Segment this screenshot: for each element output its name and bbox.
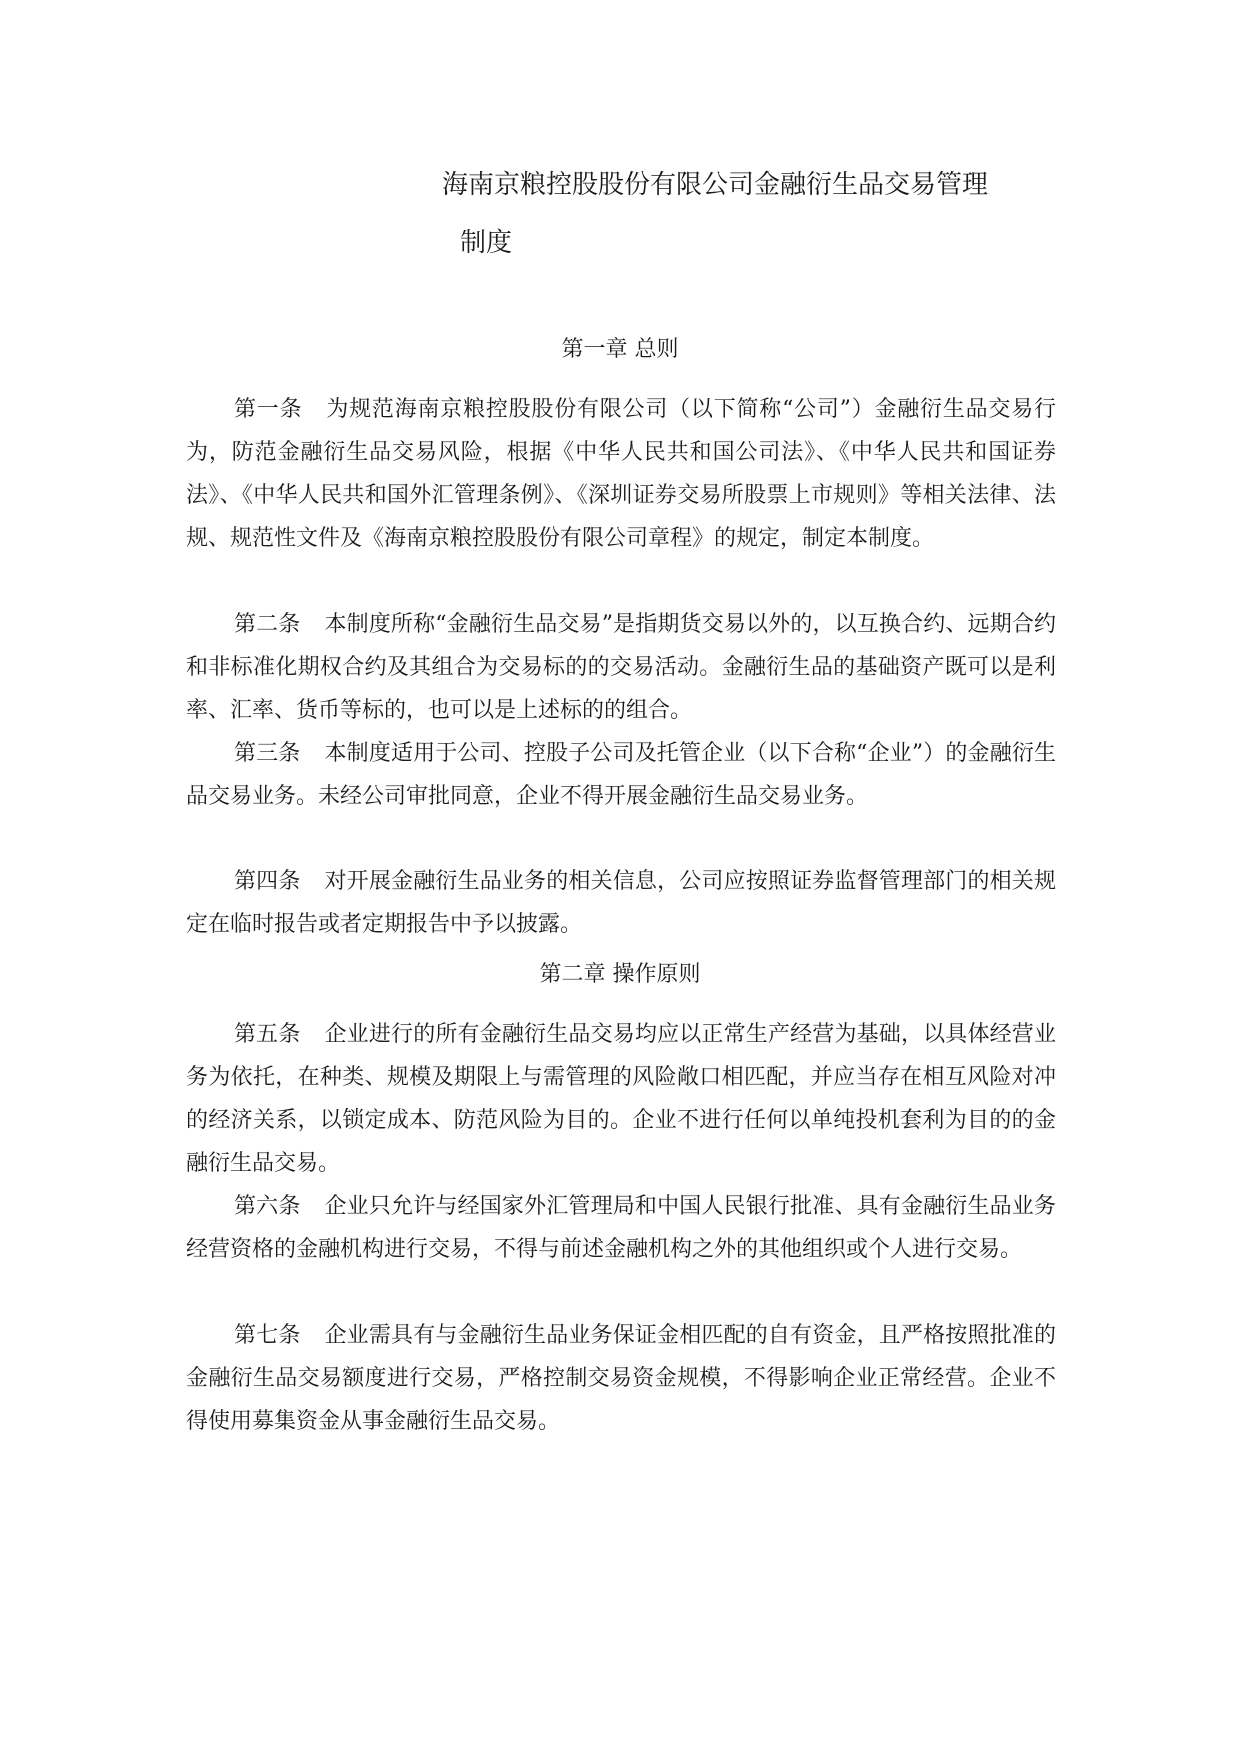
article-3: [186, 732, 1056, 818]
article-label: 第一条: [234, 397, 303, 422]
document-title: [442, 156, 1102, 272]
document-title-line1: 海南京粮控股股份有限公司金融衍生品交易管理: [442, 170, 989, 200]
article-text: 本制度所称“金融衍生品交易”是指期货交易以外的，以互换合约、远期合约和非标准化期权合约及其组合为交易标的的交易活动。金融衍生品的基础资产既可以是利率、汇率、货币等标的，也可以是上述标的的组合。: [186, 612, 1056, 723]
article-6: [186, 1185, 1056, 1271]
article-label: 第五条: [234, 1022, 301, 1047]
article-2: [186, 603, 1056, 732]
article-4: [186, 860, 1056, 946]
article-text: 对开展金融衍生品业务的相关信息，公司应按照证券监督管理部门的相关规定在临时报告或者定期报告中予以披露。: [186, 869, 1056, 937]
article-label: 第二条: [234, 612, 301, 637]
article-5: [186, 1013, 1056, 1185]
article-7: [186, 1314, 1056, 1443]
article-label: 第三条: [234, 741, 301, 766]
article-1: [186, 388, 1056, 560]
chapter-heading-2: 第二章 操作原则: [539, 962, 701, 987]
chapter-heading-1: 第一章 总则: [561, 337, 679, 362]
article-label: 第四条: [234, 869, 301, 894]
article-label: 第七条: [234, 1323, 301, 1348]
article-text: 为规范海南京粮控股股份有限公司（以下简称“公司”）金融衍生品交易行为，防范金融衍生品交易风险，根据《中华人民共和国公司法》、《中华人民共和国证券法》、《中华人民共和国外汇管理条例》、《深圳证券交易所股票上市规则》等相关法律、法规、规范性文件及《海南京粮控股股份有限公司章程》的规定，制定本制度。: [186, 397, 1056, 551]
article-text: 企业只允许与经国家外汇管理局和中国人民银行批准、具有金融衍生品业务经营资格的金融机构进行交易，不得与前述金融机构之外的其他组织或个人进行交易。: [186, 1194, 1056, 1262]
article-label: 第六条: [234, 1194, 301, 1219]
document-title-line2: 制度: [460, 228, 513, 258]
article-text: 企业进行的所有金融衍生品交易均应以正常生产经营为基础，以具体经营业务为依托，在种类、规模及期限上与需管理的风险敞口相匹配，并应当存在相互风险对冲的经济关系，以锁定成本、防范风险为目的。企业不进行任何以单纯投机套利为目的的金融衍生品交易。: [186, 1022, 1056, 1176]
article-text: 本制度适用于公司、控股子公司及托管企业（以下合称“企业”）的金融衍生品交易业务。未经公司审批同意，企业不得开展金融衍生品交易业务。: [186, 741, 1056, 809]
article-text: 企业需具有与金融衍生品业务保证金相匹配的自有资金，且严格按照批准的金融衍生品交易额度进行交易，严格控制交易资金规模，不得影响企业正常经营。企业不得使用募集资金从事金融衍生品交易。: [186, 1323, 1056, 1434]
